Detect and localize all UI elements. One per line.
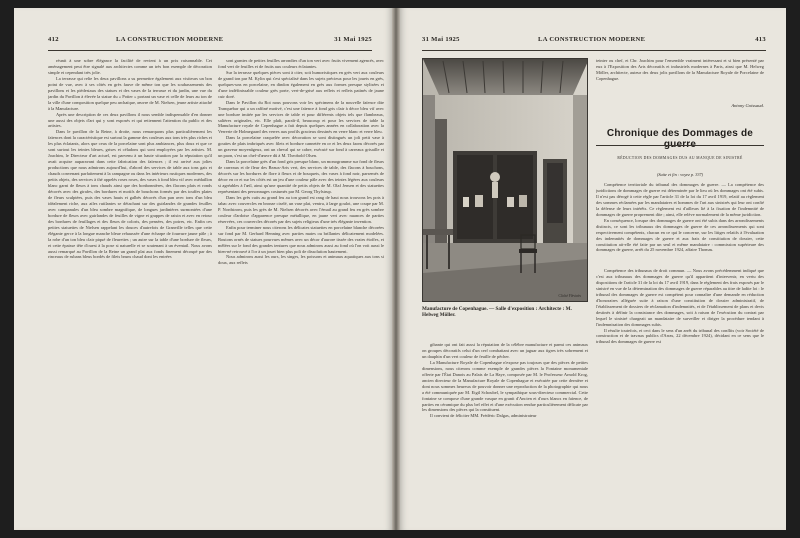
right-page — [400, 8, 786, 530]
photo-credit: Cliché Flévinès — [558, 294, 581, 298]
journal-title: LA CONSTRUCTION MODERNE — [538, 36, 646, 43]
book-gutter — [392, 8, 400, 530]
intro-paragraph: teinter ou chef, et Chr. Joachim pour l'ensemble vraiment intéressant et si bien présenté par eux à l'Exposition des Arts décoratifs et industriels modernes à Paris, ainsi que M. Helweg Möller, architecte, auteur des deux jolis pavillons de la Manufacture Royale de Porcelaine de Copenhague. — [596, 58, 764, 81]
paragraph: Nous admirons aussi les ours, les singes, les poissons et animaux aquatiques aux tons si doux, aux reflets — [218, 254, 384, 266]
paragraph: Dans la porcelaine grès d'un fond gris presque blanc, un monogramme sur fond de fleurs de carreaux et de fleur des Beaux-Arts vert, des services de table, des flacons à bouchons, décorés sur les bordures de flore à fleurs et de bouquets, des vases à fond noir, parsemés de décor en or et sur les côtés est un jeu d'une couleur pâle avec des teintes légères aux couleurs si agréables à l'œil, ainsi qu'une quantité de petits objets de M. Olaf Jensen et des statuettes représentant des personnages costumés par M. Georg Thylstrup. — [218, 159, 384, 194]
author-signature: Antony Goissaud. — [731, 103, 764, 108]
header-rule — [48, 50, 372, 51]
page-header — [48, 36, 372, 48]
paragraph: Compétence des tribunaux de droit commun. — Nous avons précédemment indiqué que c'est aux tribunaux des dommages de guerre qu'il appartient d'intervenir, en vertu des dispositions de l'article 31 de la loi du 17 avril 1919, dans le règlement des frais exposés par le sinistré en vue de la détermination des dommages de guerre réparables au titre de ladite loi : le tribunal des dommages de guerre est compétent pour connaître d'une demande en réduction d'honoraires alléguée suite à raison d'une constitution de dossier administratif, de l'établissement de dossiers de réclamation d'indemnités, et de l'établissement de plans et devis destinés à définir la consistance des dommages, soit à raison de l'exécution du contrat par lequel le sinistré chargeait un mandataire de surveiller et diriger la procédure tendant à l'indemnisation des dommages subis. — [596, 268, 764, 327]
header-rule — [422, 50, 766, 51]
photo-caption: Manufacture de Copenhague. — Salle d'exposition : Architecte : M. Helweg Möller. — [422, 306, 572, 319]
paragraph: gibante qui ont fait aussi la réputation de la célèbre manufacture et parmi ces animaux on groupes décoratifs celui d'un cerf combattant avec un jaguar aux tigres très sobrement et un dauphin d'un vert couleur de feuille de pêcher. — [422, 342, 588, 359]
paragraph: sont garnies de petites feuilles arrondies d'un ton vert avec fruits vivement agencés, avec fond vert de feuilles et de fruits aux couleurs éclatantes. — [218, 58, 384, 69]
paragraph: Il résulte toutefois, et ceci dans le sens d'un arrêt du tribunal des conflits (voir Société de construction et de travaux publics d'Arras, 22 décembre 1924), décidant en ce sens que le tribunal des dommages de guerre est — [596, 327, 764, 345]
page-header — [422, 36, 766, 48]
left-page — [14, 8, 392, 530]
issue-date: 31 Mai 1925 — [334, 36, 372, 43]
section-title: Chronique des Dommages de guerre — [606, 128, 754, 150]
paragraph: réunit à une sobre élégance la facilité de revient à un prix raisonnable. Cet aménagement peut être signalé aux architectes comme un très bon exemple de décoration simple et cependant très jolie. — [48, 58, 212, 75]
page-number: 413 — [755, 36, 766, 43]
exhibition-room-photo — [422, 58, 588, 302]
section-body — [596, 182, 764, 266]
text-column-1 — [48, 58, 212, 513]
text-column-2 — [596, 268, 764, 514]
paragraph: La terrasse qui relie les deux pavillons a su permettre également aux visiteurs un bon point de vue, avec à ses côtés en grès fauve de même ton que les soubassements des pavillons et les piédestaux des statues et des vases de la terrasse et du jardin, une vue du jardin du Pavillon à élevée la statue du « Potier » portant un vase et celle de leurs au ton de la ville d'une composition quelque peu archaïque, œuvre de M. Nielsen, jeune artiste attaché à la Manufacture. — [48, 75, 212, 111]
page-number: 412 — [48, 36, 59, 43]
paragraph: Dans le pavillon de la Reine, à droite, nous remarquons plus particulièrement les faïences dont la caractéristique est surtout la gamme des couleurs aux tons très plus riches et les plus éclatants, alors que ceux de la porcelaine sont plus ambiances, plus doux et que ce sont surtout les teintes bleues, grises et céladons qui sont employées par les artistes. M. Joachim, le Directeur d'art actuel, est parvenu à un haute situation par la réputation qu'il avait acquise auparavant dans cette fabrication des faïences ; il est arrivé aux jolies productions que nous admirons aujourd'hui, d'abord des services de table aux tons gais et chauds convenant parfaitement à la campagne ou dans les intérieurs rustiques modernes, des petits objets, des services à thé appelés roses roses, des vases à fond bleu vif avec médaillon blanc garni de fleurs à tons chauds ainsi que des bonbonnières, des flacons plats et ronds décorés avec des girafes, des bordures et motifs de bouchons formés par des touffes plates de fleurs sculptées, puis des vases hauts et galbés décorés d'un pan avec tons d'un bleu idéalement riche, aux ailes rutilantes se détachant sur des guirlandes de grandes feuilles avec campanules d'un bleu sombre magnifique, de longues jardinières surmontées d'une bordure de fleurs avec guirlandes de feuilles de vigne et grappes de raisin et avec en retour des bordures de feuillages et des fleurs de coloris, des pensées, des poires, etc. Enfin ces petites statuettes de Nielsen rappelant les douces d'autrefois de Granville telles que cette élégante gerce à la longue manche bleue rehaussée d'une écharpe de fourrure jaune pâle ; à la robe d'un ton bleu clair piqué de fleurettes ; un autre sur la table d'une bordure de fleurs, et cette épaisse tête d'ouest à la pose si naturelle et se soutenant à un éventail. Nous avons aussi remarqué au Pavillon de la Reine un grand plat aux fonds finement découpé par des rinceaux de rubans bleus bordés de filets bruns chaud dont les entrées — [48, 129, 212, 260]
paragraph: En conséquence, lorsque des dommages de guerre ont été subis dans des arrondissements distincts, ce sont les tribunaux des dommages de guerre de ces arrondissements qui sont respectivement compétents, chacun en ce qui le concerne, sur les litiges relatifs à l'évaluation des indemnités de dommages de guerre et aux frais de constitution de dossier, cette constitution ait-elle été faite par un seul et même mandataire : commission supérieure des dommages de guerre, arrêt du 25 novembre 1924, affaire Thomas. — [596, 217, 764, 253]
section-subtitle: RÉDUCTION DES DOMMAGES DUS AU MANQUE DE SINISTRÉ — [617, 156, 743, 160]
text-column-2 — [218, 58, 384, 513]
paragraph: Après une description de ces deux pavillons il nous semble indispensable d'en donner une aussi des objets d'art qui y sont exposés et qui retiennent l'attention du public et des artistes. — [48, 111, 212, 129]
section-rule — [596, 145, 764, 146]
paragraph: Sur la terrasse quelques pièces sont à citer, soit humoristiques en grès vert aux couleurs de grand ton par M. Kylin qui s'est spécialisé dans les sujets précieux pour les jouets en grès, quelques-uns en porcelaine, en dindon également en grès aux formes presque stylisées et d'une indéfinissable couleur grès porte, vert-de-grisé aux reflets et reflets patinés de jaune cuir doré. — [218, 69, 384, 99]
paragraph: Compétence territoriale du tribunal des dommages de guerre. — La compétence des juridictions de dommages de guerre est déterminée par le lieu où les dommages ont été subis. Il n'est pas dérogé à cette règle par l'article 31 de la loi du 17 avril 1919, relatif au règlement des sommes réclamées par les mandataires et hommes de l'art aux sinistrés qui leur ont confié la défense de leurs intérêts. Ce règlement est d'ailleurs lié à la fixation de l'indemnité de dommages de guerre proprement dite ; ainsi, elle relève normalement de la même juridiction. — [596, 182, 764, 217]
journal-title: LA CONSTRUCTION MODERNE — [116, 36, 224, 43]
paragraph: Enfin pour terminer nous citerons les délicates statuettes en porcelaine blanche décorées sur fond par M. Gerhard Henning avec parties mates ou brillantes délicatement modelées. Boutons ornés de statues pourvues mêmes avec un décor d'aurore tissée des vraies étoffes, et mêlées sur le fond des grandes tentures que nous admirons aussi au fond où l'on voit aussi le bien-né retrouvé à l'or à un jouet bien plus poli de dissolution hautement. — [218, 224, 384, 254]
photo-illustration — [423, 59, 588, 302]
issue-date: 31 Mai 1925 — [422, 36, 460, 43]
text-column-1 — [422, 342, 588, 514]
paragraph: Dans la porcelaine craquelée avec décoration se sont distingués un joli petit vase à gouttes de plats imbriqués avec filets et bordure cannetée en or et les deux faons décorés par un graveur moyenâgeux, ont un cheval qui se cabre, exécuté sur fond à carreaux grisaille et un paon, s'est un chef-d'œuvre dû à M. Theobold Olsen. — [218, 135, 384, 159]
paragraph: Dans le Pavillon du Roi nous pouvons voir les spécimens de la nouvelle faïence dite Tranquebar qui a un raffiné motivé, c'est une faïence à fond gris clair à décor bleu vif avec une bordure imitée par les services de table et pour différents objets tels que flambeaux, salières originales, etc. Elle plaît, paraît-il, beaucoup et pour les services de table la Manufacture royale de Copenhague a fait depuis quelques années en collaboration avec la Verrerie de Holmegaard des verres aux profils gracieux dessinés en verre blanc et verre bleu. — [218, 99, 384, 135]
paragraph: Il convient de féliciter MM. Frédéric Dalgas, administrateur — [430, 413, 537, 419]
paragraph: Dans les grès cuits au grand feu au ton grand est rang de haut nous trouvons les pots à tabac avec couvercles en bronze ciselé, un vase plat, ventru, à large goulot, une coupe par M. P. Nordstrom, puis les grès de M. Nielsen décorés avec l'émail au grand feu en grès sombre couleur d'ardoise d'apparence presque métallique, en jaune vert avec nuances de parties réservées, ces couvercles décorés par des sujets religieux d'une très élégante invention. — [218, 194, 384, 224]
paragraph: La Manufacture Royale de Copenhague n'expose pas toujours que des pièces de petites dimensions, nous citerons comme exemple de grandes pièces la Fontaine monumentale offerte par l'État Danois au Palais de La Haye, composée par M. le Professeur Arnold Krog, ancien directeur de la Manufacture Royale de Copenhague et exécutée par cette dernière et dont nous sommes heureux de pouvoir donner une reproduction de la photographie qui nous a été communiquée par M. Eigil Schoubel, le sympathique sous-directeur commercial. Cette fontaine se compose d'une grande vasque en granit d'Ancien et d'ours blancs en faïence, de parties en céramique du plus bel effet et d'une exécution rendue particulièrement délicate par les dimensions des pièces qui la constituent. — [422, 359, 588, 413]
section-note: (Suite et fin : voyez p. 337) — [656, 172, 704, 177]
